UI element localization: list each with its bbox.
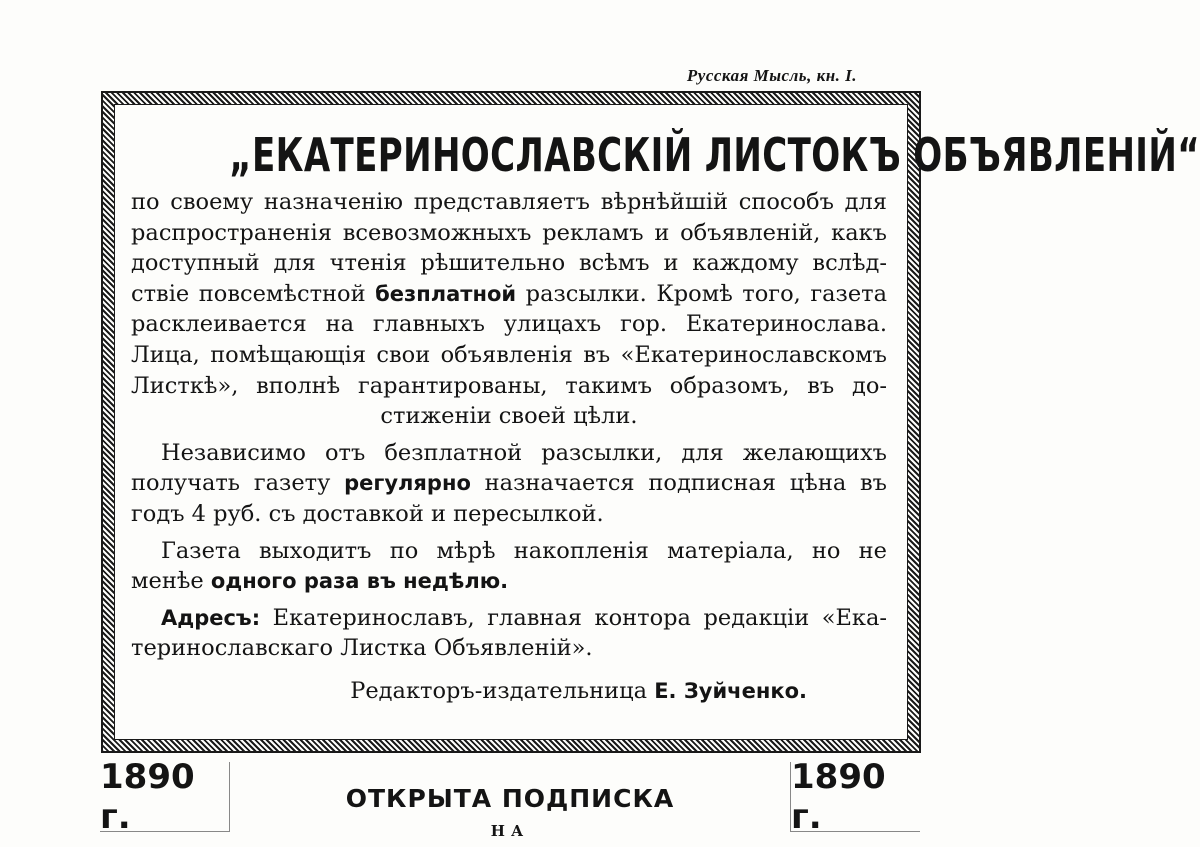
paragraph-frequency [131,536,887,597]
text-line: Независимо отъ безплатной разсылки, для желающихъ [161,439,887,466]
text-line: Адресъ: Екатеринославъ, главная контора редакціи «Ека- [161,604,887,631]
text-line: теринославскаго Листка Объявленій». [131,635,593,662]
text-line: по своему назначенію представляетъ вѣрнѣйшій способъ для [131,189,887,215]
text-line: расклеивается на главныхъ улицахъ гор. Екатеринослава. [131,311,887,338]
text-line: менѣе одного раза въ недѣлю. [131,568,509,595]
text-line: Газета выходитъ по мѣрѣ накопленія матеріала, но не [161,537,887,564]
text-line: стиженіи своей цѣли. [380,403,638,430]
emphasis-weekly: одного раза въ недѣлю. [210,569,509,594]
address-label: Адресъ: [161,605,261,630]
subscription-banner [100,756,920,847]
text-line: Лица, помѣщающія свои объявленія въ «Екатеринославскомъ [131,341,887,368]
text-line: доступный для чтенія рѣшительно всѣмъ и каждому вслѣд- [131,250,887,277]
editor-name: Е. Зуйченко. [654,678,807,703]
text-line: распространенія всевозможныхъ рекламъ и объявленій, какъ [131,219,887,246]
paragraph-subscription [131,438,887,530]
paragraph-purpose [131,187,887,432]
subscription-title: ОТКРЫТА ПОДПИСКА [345,784,675,813]
advertisement-body [114,104,1200,740]
year-right: 1890 г. [790,762,920,832]
advertisement-frame [102,92,1200,752]
advertisement-title: „ЕКАТЕРИНОСЛАВСКІЙ ЛИСТОКЪ ОБЪЯВЛЕНІЙ“ [229,128,1200,182]
text-line: годъ 4 руб. съ доставкой и пересылкой. [131,500,604,527]
text-line: ствіе повсемѣстной безплатной разсылки. Кромѣ того, газета [131,280,887,307]
page-header: Русская Мысль, кн. I. [686,66,857,85]
text-line: Листкѣ», вполнѣ гарантированы, такимъ образомъ, въ до- [131,372,887,399]
subscription-subtitle: НА [490,822,530,840]
emphasis-regularly: регулярно [344,471,471,496]
paragraph-address [131,603,887,664]
editor-signature: Редакторъ-издательница Е. Зуйченко. [350,677,807,704]
text-line: получать газету регулярно назначается подписная цѣна въ [131,470,887,497]
year-left: 1890 г. [100,762,230,832]
emphasis-free: безплатной [375,281,517,306]
